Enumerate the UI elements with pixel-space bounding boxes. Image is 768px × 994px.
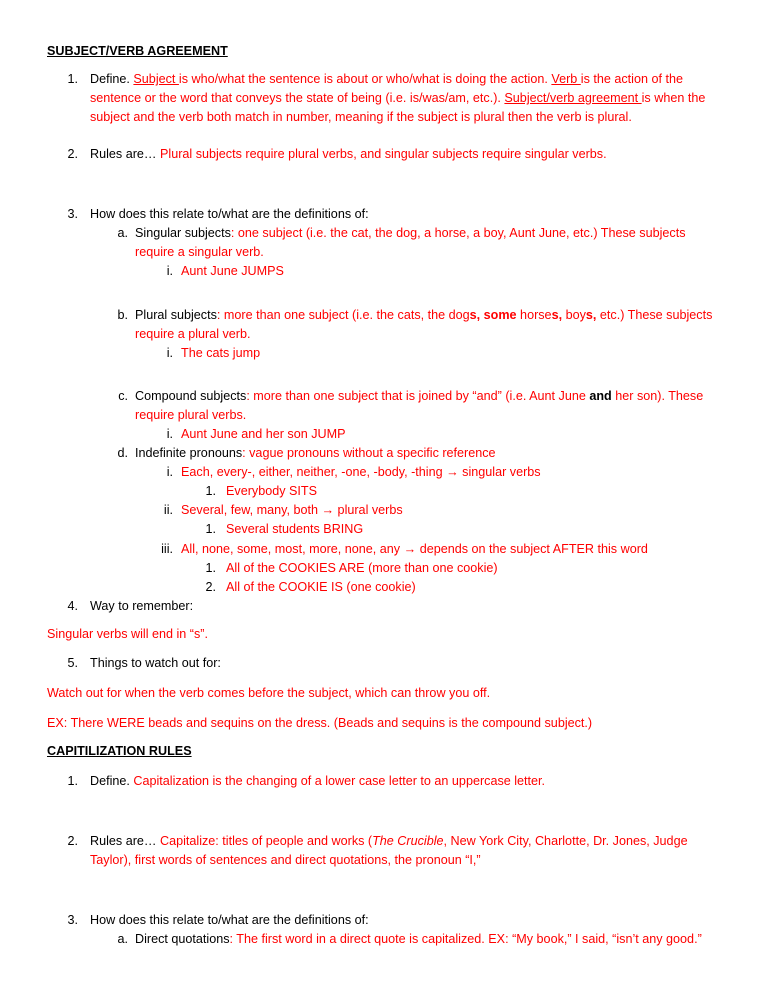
item-letter: b. — [117, 308, 128, 322]
sv-define-line-2 — [90, 90, 705, 107]
either-pronoun-rule: All, none, some, most, more, none, any → depends on the subject AFTER this word — [181, 542, 648, 556]
either-pronoun-example-2: All of the COOKIE IS (one cookie) — [226, 580, 416, 594]
cap-rules-line-2: Taylor), first words of sentences and direct quotations, the pronoun “I,” — [90, 853, 481, 867]
label: Indefinite pronouns — [135, 446, 243, 460]
plural-pronoun-rule: Several, few, many, both → plural verbs — [181, 503, 403, 517]
direct-quotations-line — [135, 931, 702, 948]
answer-text: : more than one subject that is joined by “and” (i.e. Aunt June — [246, 389, 590, 403]
label: Compound subjects — [135, 389, 247, 403]
item-roman: i. — [166, 264, 173, 278]
item-number: 1. — [205, 484, 216, 498]
sv-relate-label: How does this relate to/what are the definitions of: — [90, 207, 369, 221]
label: Define. — [90, 774, 130, 788]
answer-text: etc.) These subjects — [596, 308, 713, 322]
sv-rules-line — [90, 146, 607, 163]
item-number: 4. — [67, 599, 78, 613]
item-number: 2. — [205, 580, 216, 594]
answer-text: is the action of the — [580, 72, 683, 86]
item-roman: iii. — [161, 542, 173, 556]
item-number: 1. — [67, 774, 78, 788]
term-subject-verb-agreement: Subject/verb agreement — [504, 91, 642, 105]
cap-rules-line-1 — [90, 833, 688, 850]
answer-text: , New York City, Charlotte, Dr. Jones, Judge — [443, 834, 688, 848]
cap-relate-label: How does this relate to/what are the definitions of: — [90, 913, 369, 927]
answer-text-bold: s, — [585, 308, 597, 322]
singular-pronoun-example: Everybody SITS — [226, 484, 317, 498]
label: Singular subjects — [135, 226, 231, 240]
label: Plural subjects — [135, 308, 217, 322]
sv-define-line-1 — [90, 71, 683, 88]
item-number: 3. — [67, 913, 78, 927]
work-title: The Crucible — [372, 834, 444, 848]
watch-out-label: Things to watch out for: — [90, 656, 221, 670]
item-number: 1. — [205, 561, 216, 575]
item-number: 1. — [67, 72, 78, 86]
answer-text: boy — [562, 308, 586, 322]
answer-text-bold: and — [589, 389, 612, 403]
item-roman: i. — [166, 427, 173, 441]
item-letter: a. — [117, 932, 128, 946]
section-heading-subject-verb: SUBJECT/VERB AGREEMENT — [47, 44, 228, 58]
item-letter: a. — [117, 226, 128, 240]
plural-pronoun-example: Several students BRING — [226, 522, 364, 536]
label: Rules are… — [90, 834, 157, 848]
label: Direct quotations — [135, 932, 230, 946]
item-number: 1. — [205, 522, 216, 536]
item-number: 5. — [67, 656, 78, 670]
indefinite-pronouns-line — [135, 445, 496, 462]
term-subject: Subject — [133, 72, 179, 86]
answer-text: sentence or the word that conveys the state of being (i.e. is/was/am, etc.). — [90, 91, 505, 105]
item-letter: d. — [117, 446, 128, 460]
answer-text: : one subject (i.e. the cat, the dog, a horse, a boy, Aunt June, etc.) These subjects — [230, 226, 686, 240]
way-to-remember-answer: Singular verbs will end in “s”. — [47, 627, 208, 641]
answer-text: : vague pronouns without a specific reference — [242, 446, 496, 460]
answer-text: her son). These — [611, 389, 704, 403]
either-pronoun-example-1: All of the COOKIES ARE (more than one cookie) — [226, 561, 498, 575]
way-to-remember-label: Way to remember: — [90, 599, 194, 613]
answer-text: s — [414, 308, 421, 322]
answer-text: is who/what the sentence is about or who/what is doing the action. — [178, 72, 552, 86]
watch-out-answer-2: EX: There WERE beads and sequins on the dress. (Beads and sequins is the compound subject.) — [47, 716, 593, 730]
sv-define-line-3: subject and the verb both match in number, meaning if the subject is plural then the verb is plural. — [90, 110, 632, 124]
compound-subjects-line-2: require plural verbs. — [135, 408, 247, 422]
item-number: 2. — [67, 834, 78, 848]
answer-text: Capitalize: titles of people and works ( — [156, 834, 373, 848]
compound-example: Aunt June and her son JUMP — [181, 427, 346, 441]
answer-text-bold: s, some — [469, 308, 517, 322]
watch-out-answer-1: Watch out for when the verb comes before the subject, which can throw you off. — [47, 686, 491, 700]
singular-example: Aunt June JUMPS — [181, 264, 284, 278]
label: Rules are… — [90, 147, 157, 161]
section-heading-capitalization: CAPITILIZATION RULES — [47, 744, 192, 758]
plural-subjects-line-1 — [135, 307, 712, 324]
singular-pronoun-rule: Each, every-, either, neither, -one, -body, -thing → singular verbs — [181, 465, 541, 479]
answer-text: , the dog — [420, 308, 470, 322]
item-roman: i. — [166, 465, 173, 479]
compound-subjects-line-1 — [135, 388, 703, 405]
item-roman: i. — [166, 346, 173, 360]
answer-text: horse — [516, 308, 552, 322]
singular-subjects-line-1 — [135, 225, 686, 242]
answer-text: : more than one subject (i.e. the cat — [216, 308, 415, 322]
item-number: 3. — [67, 207, 78, 221]
item-roman: ii. — [163, 503, 173, 517]
label: Define. — [90, 72, 130, 86]
item-letter: c. — [118, 389, 128, 403]
cap-define-line — [90, 773, 545, 790]
term-verb: Verb — [551, 72, 581, 86]
plural-example: The cats jump — [181, 346, 261, 360]
answer-text: Plural subjects require plural verbs, and singular subjects require singular verbs. — [156, 147, 607, 161]
plural-subjects-line-2: require a plural verb. — [135, 327, 251, 341]
answer-text-bold: s, — [551, 308, 563, 322]
answer-text: is when the — [641, 91, 706, 105]
answer-text: : The first word in a direct quote is capitalized. EX: “My book,” I said, “isn’t any good.” — [229, 932, 702, 946]
singular-subjects-line-2: require a singular verb. — [135, 245, 264, 259]
item-number: 2. — [67, 147, 78, 161]
answer-text: Capitalization is the changing of a lower case letter to an uppercase letter. — [129, 774, 546, 788]
